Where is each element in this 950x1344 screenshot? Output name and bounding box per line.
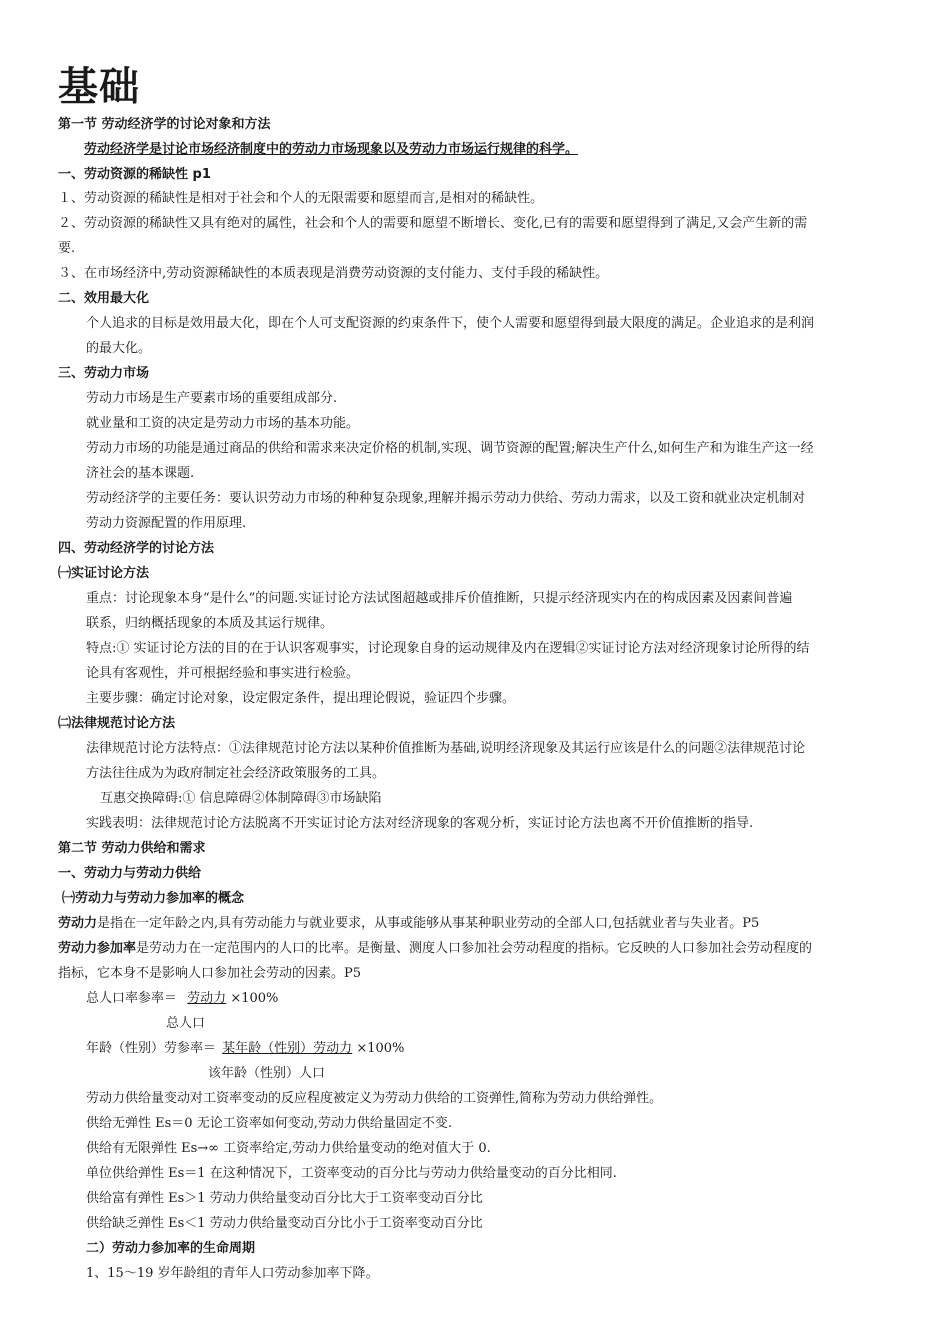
formula-age-rate [86, 1039, 404, 1059]
formula-age-multiplier: ×100% [356, 1041, 405, 1056]
formula-total-denominator: 总人口 [166, 1016, 206, 1031]
participation-concept-heading: ㈠劳动力与劳动力参加率的概念 [62, 891, 245, 906]
positive-focus-cont: 联系，归纳概括现象的本质及其运行规律。 [86, 616, 334, 631]
labor-market-p2: 就业量和工资的决定是劳动力市场的基本功能。 [86, 416, 360, 431]
utility-paragraph-cont: 的最大化。 [86, 341, 152, 356]
labor-market-p1: 劳动力市场是生产要素市场的重要组成部分. [86, 391, 338, 406]
heading-labor-supply: 一、劳动力与劳动力供给 [58, 866, 202, 881]
normative-features: 法律规范讨论方法特点：①法律规范讨论方法以某种价值推断为基础,说明经济现象及其运行应该是什么的问题②法律规范讨论 [86, 741, 806, 756]
formula-total-multiplier: ×100% [230, 991, 279, 1006]
elasticity-unit: 单位供给弹性 Es＝1 在这种情况下，工资率变动的百分比与劳动力供给量变动的百分比相同. [86, 1166, 617, 1181]
positive-focus: 重点：讨论现象本身“是什么”的问题.实证讨论方法试图超越或排斥价值推断，只提示经济现实内在的构成因素及因素间普遍 [86, 591, 793, 606]
participation-rate-definition [58, 939, 812, 959]
heading-labor-market: 三、劳动力市场 [58, 366, 150, 381]
elasticity-definition: 劳动力供给量变动对工资率变动的反应程度被定义为劳动力供给的工资弹性,简称为劳动力供给弹性。 [86, 1091, 663, 1106]
positive-steps: 主要步骤：确定讨论对象，设定假定条件，提出理论假说，验证四个步骤。 [86, 691, 516, 706]
document-title: 基础 [58, 64, 140, 110]
labor-force-definition [58, 914, 759, 934]
utility-paragraph: 个人追求的目标是效用最大化，即在个人可支配资源的约束条件下，使个人需要和愿望得到最大限度的满足。企业追求的是利润 [86, 316, 815, 331]
lifecycle-point-1: 1、15～19 岁年龄组的青年人口劳动参加率下降。 [86, 1266, 379, 1281]
scarcity-point-2-cont: 要. [58, 241, 76, 256]
section-2-heading: 第二节 劳动力供给和需求 [58, 841, 206, 856]
section-1-heading: 第一节 劳动经济学的讨论对象和方法 [58, 117, 271, 132]
positive-features-cont: 论具有客观性，并可根据经验和事实进行检验。 [86, 666, 360, 681]
elasticity-zero: 供给无弹性 Es＝0 无论工资率如何变动,劳动力供给量固定不变. [86, 1116, 452, 1131]
formula-age-denominator: 该年龄（性别）人口 [208, 1066, 326, 1081]
elasticity-infinite: 供给有无限弹性 Es→∞ 工资率给定,劳动力供给量变动的绝对值大于 0. [86, 1141, 491, 1156]
positive-features: 特点:① 实证讨论方法的目的在于认识客观事实，讨论现象自身的运动规律及内在逻辑②实证讨论方法对经济现象讨论所得的结 [86, 641, 810, 656]
formula-total-rate [86, 989, 278, 1009]
labor-force-definition-text: 是指在一定年龄之内,具有劳动能力与就业要求，从事或能够从事某种职业劳动的全部人口,包括就业者与失业者。P5 [97, 916, 760, 931]
participation-rate-definition-text: 是劳动力在一定范围内的人口的比率。是衡量、测度人口参加社会劳动程度的指标。它反映的人口参加社会劳动程度的 [136, 941, 813, 956]
normative-features-cont: 方法往往成为为政府制定社会经济政策服务的工具。 [86, 766, 386, 781]
elasticity-inelastic: 供给缺乏弹性 Es＜1 劳动力供给量变动百分比小于工资率变动百分比 [86, 1216, 483, 1231]
scarcity-point-2: ２、劳动资源的稀缺性又具有绝对的属性，社会和个人的需要和愿望不断增长、变化,已有的需要和愿望得到了满足,又会产生新的需 [58, 216, 808, 231]
formula-total-numerator: 劳动力 [187, 991, 227, 1006]
heading-utility: 二、效用最大化 [58, 291, 150, 306]
lifecycle-heading: 二）劳动力参加率的生命周期 [86, 1241, 256, 1256]
heading-scarcity: 一、劳动资源的稀缺性 p1 [58, 167, 211, 182]
definition-statement: 劳动经济学是讨论市场经济制度中的劳动力市场现象以及劳动力市场运行规律的科学。 [84, 142, 579, 157]
labor-market-p3-cont: 济社会的基本课题. [86, 466, 195, 481]
term-labor-force: 劳动力 [58, 916, 98, 931]
formula-age-numerator: 某年龄（性别）劳动力 [222, 1041, 353, 1056]
elasticity-elastic: 供给富有弹性 Es＞1 劳动力供给量变动百分比大于工资率变动百分比 [86, 1191, 483, 1206]
term-participation-rate: 劳动力参加率 [58, 941, 137, 956]
method-positive-heading: ㈠实证讨论方法 [58, 566, 150, 581]
exchange-barriers: 互惠交换障碍:① 信息障碍②体制障碍③市场缺陷 [100, 791, 382, 806]
labor-market-p4-cont: 劳动力资源配置的作用原理. [86, 516, 247, 531]
formula-age-label: 年龄（性别）劳参率＝ [86, 1041, 217, 1056]
method-normative-heading: ㈡法律规范讨论方法 [58, 716, 176, 731]
participation-rate-definition-cont: 指标，它本身不是影响人口参加社会劳动的因素。P5 [58, 966, 362, 981]
heading-methods: 四、劳动经济学的讨论方法 [58, 541, 215, 556]
practice-note: 实践表明：法律规范讨论方法脱离不开实证讨论方法对经济现象的客观分析，实证讨论方法也离不开价值推断的指导. [86, 816, 754, 831]
labor-market-p4: 劳动经济学的主要任务：要认识劳动力市场的种种复杂现象,理解并揭示劳动力供给、劳动力需求，以及工资和就业决定机制对 [86, 491, 806, 506]
scarcity-point-3: ３、在市场经济中,劳动资源稀缺性的本质表现是消费劳动资源的支付能力、支付手段的稀缺性。 [58, 266, 609, 281]
labor-market-p3: 劳动力市场的功能是通过商品的供给和需求来决定价格的机制,实现、调节资源的配置;解决生产什么,如何生产和为谁生产这一经 [86, 441, 814, 456]
formula-total-label: 总人口率参率＝ [86, 991, 178, 1006]
scarcity-point-1: １、劳动资源的稀缺性是相对于社会和个人的无限需要和愿望而言,是相对的稀缺性。 [58, 191, 544, 206]
